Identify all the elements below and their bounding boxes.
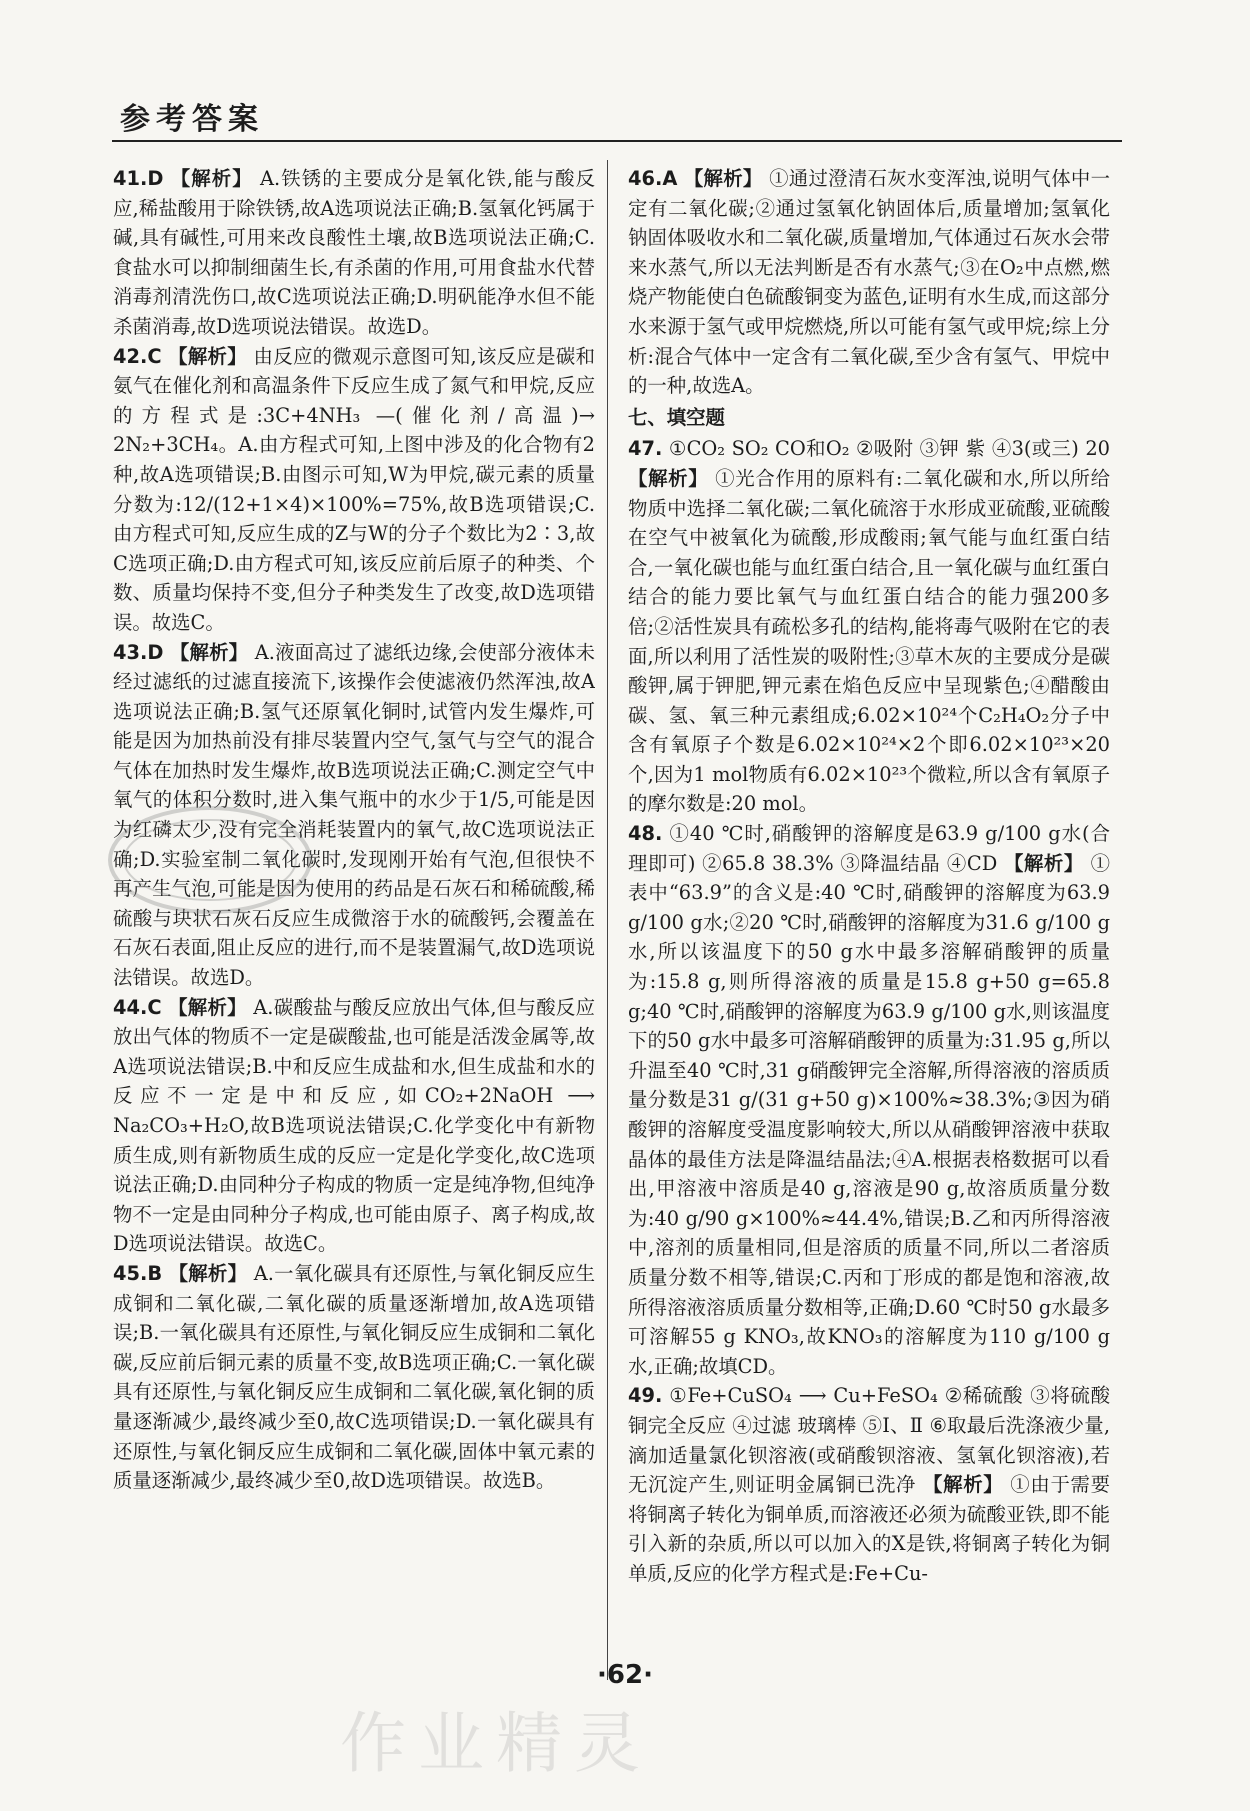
answer-text: ①40 ℃时,硝酸钾的溶解度是63.9 g/100 g水(合理即可) ②65.8 38.3% ③降温结晶 ④CD xyxy=(628,822,1110,875)
stamp-watermark-icon xyxy=(100,800,320,920)
analysis-tag: 【解析】 xyxy=(923,1473,1004,1497)
analysis-tag: 【解析】 xyxy=(1004,851,1084,875)
analysis-text: 由反应的微观示意图可知,该反应是碳和氨气在催化剂和高温条件下反应生成了氮气和甲烷,反应的方程式是:3C+4NH₃ —(催化剂/高温)→ 2N₂+3CH₄。A.由方程式可知,上图中涉及的化合物有2种,故A选项错误;B.由图示可知,W为甲烷,碳元素的质量分数为:12/(12+1×4)×100%=75%,故B选项错误;C.由方程式可知,反应生成的Z与W的分子个数比为2∶3,故C选项正确;D.由方程式可知,该反应前后原子的种类、个数、质量均保持不变,但分子种类发生了改变,故D选项错误。故选C。 xyxy=(113,344,595,634)
question-number: 49. xyxy=(628,1384,663,1408)
answer-49 xyxy=(628,1381,1110,1588)
question-number: 48. xyxy=(628,822,663,846)
question-number: 45.B xyxy=(113,1261,163,1285)
question-number: 46.A xyxy=(628,167,678,190)
page-title: 参考答案 xyxy=(120,102,264,137)
analysis-tag: 【解析】 xyxy=(628,466,709,490)
question-number: 42.C xyxy=(113,344,162,368)
analysis-tag: 【解析】 xyxy=(168,344,247,368)
analysis-text: ①通过澄清石灰水变浑浊,说明气体中一定有二氧化碳;②通过氢氧化钠固体后,质量增加;氢氧化钠固体吸收水和二氧化碳,质量增加,气体通过石灰水会带来水蒸气,所以无法判断是否有水蒸气;③在O₂中点燃,燃烧产物能使白色硫酸铜变为蓝色,证明有水生成,而这部分水来源于氢气或甲烷燃烧,所以可能有氢气或甲烷;综上分析:混合气体中一定含有二氧化碳,至少含有氢气、甲烷中的一种,故选A。 xyxy=(628,167,1110,398)
analysis-text: ①表中“63.9”的含义是:40 ℃时,硝酸钾的溶解度为63.9 g/100 g水;②20 ℃时,硝酸钾的溶解度为31.6 g/100 g水,所以该温度下的50 g水中最多溶解硝酸钾的质量为:15.8 g,则所得溶液的质量是15.8 g+50 g=65.8 g;40 ℃时,硝酸钾的溶解度为63.9 g/100 g水,则该温度下的50 g水中最多可溶解硝酸钾的质量为:31.95 g,所以升温至40 ℃时,31 g硝酸钾完全溶解,所得溶液的溶质质量分数是31 g/(31 g+50 g)×100%≈38.3%;③因为硝酸钾的溶解度受温度影响较大,所以从硝酸钾溶液中获取晶体的最佳方法是降温结晶法;④A.根据表格数据可以看出,甲溶液中溶质是40 g,溶液是90 g,故溶质质量分数为:40 g/90 g×100%≈44.4%,错误;B.乙和丙所得溶液中,溶剂的质量相同,但是溶质的质量不同,所以二者溶质质量分数不相等,错误;C.丙和丁形成的都是饱和溶液,故所得溶液溶质质量分数相等,正确;D.60 ℃时50 g水最多可溶解55 g KNO₃,故KNO₃的溶解度为110 g/100 g水,正确;故填CD。 xyxy=(628,851,1110,1378)
answer-48 xyxy=(628,819,1110,1381)
analysis-text: ①由于需要将铜离子转化为铜单质,而溶液还必须为硫酸亚铁,即不能引入新的杂质,所以可以加入的X是铁,将铜离子转化为铜单质,反应的化学方程式是:Fe+Cu- xyxy=(628,1473,1110,1585)
analysis-tag: 【解析】 xyxy=(683,167,763,190)
question-number: 44.C xyxy=(113,995,162,1019)
analysis-text: A.液面高过了滤纸边缘,会使部分液体未经过滤纸的过滤直接流下,该操作会使滤液仍然浑浊,故A选项说法正确;B.氢气还原氧化铜时,试管内发生爆炸,可能是因为加热前没有排尽装置内空气,氢气与空气的混合气体在加热时发生爆炸,故B选项说法正确;C.测定空气中氧气的体积分数时,进入集气瓶中的水少于1/5,可能是因为红磷太少,没有完全消耗装置内的氧气,故C选项说法正确;D.实验室制二氧化碳时,发现刚开始有气泡,但很快不再产生气泡,可能是因为使用的药品是石灰石和稀硫酸,稀硫酸与块状石灰石反应生成微溶于水的硫酸钙,会覆盖在石灰石表面,阻止反应的进行,而不是装置漏气,故D选项说法错误。故选D。 xyxy=(113,640,595,990)
analysis-text: ①光合作用的原料有:二氧化碳和水,所以所给物质中选择二氧化碳;二氧化硫溶于水形成亚硫酸,亚硫酸在空气中被氧化为硫酸,形成酸雨;氧气能与血红蛋白结合,一氧化碳也能与血红蛋白结合,且一氧化碳与血红蛋白结合的能力要比氧气与血红蛋白结合的能力强200多倍;②活性炭具有疏松多孔的结构,能将毒气吸附在它的表面,所以利用了活性炭的吸附性;③草木灰的主要成分是碳酸钾,属于钾肥,钾元素在焰色反应中呈现紫色;④醋酸由碳、氢、氧三种元素组成;6.02×10²⁴个C₂H₄O₂分子中含有氧原子个数是6.02×10²⁴×2个即6.02×10²³×20个,因为1 mol物质有6.02×10²³个微粒,所以含有氧原子的摩尔数是:20 mol。 xyxy=(628,466,1110,816)
page-number: ·62· xyxy=(597,1660,653,1690)
analysis-text: A.碳酸盐与酸反应放出气体,但与酸反应放出气体的物质不一定是碳酸盐,也可能是活泼金属等,故A选项说法错误;B.中和反应生成盐和水,但生成盐和水的反应不一定是中和反应,如CO₂+2NaOH ⟶ Na₂CO₃+H₂O,故B选项说法错误;C.化学变化中有新物质生成,则有新物质生成的反应一定是化学变化,故C选项说法正确;D.由同种分子构成的物质一定是纯净物,但纯净物不一定是由同种分子构成,也可能由原子、离子构成,故D选项说法错误。故选C。 xyxy=(113,995,595,1256)
right-column xyxy=(628,164,1110,1644)
answer-42 xyxy=(113,342,595,638)
answer-text: ①Fe+CuSO₄ ⟶ Cu+FeSO₄ ②稀硫酸 ③将硫酸铜完全反应 ④过滤 玻璃棒 ⑤Ⅰ、Ⅱ ⑥取最后洗涤液少量,滴加适量氯化钡溶液(或硝酸钡溶液、氢氧化钡溶液),若无沉淀产生,则证明金属铜已洗净 xyxy=(628,1384,1110,1497)
question-number: 41.D xyxy=(113,167,164,190)
answer-41 xyxy=(113,164,595,342)
analysis-text: A.一氧化碳具有还原性,与氧化铜反应生成铜和二氧化碳,二氧化碳的质量逐渐增加,故A选项错误;B.一氧化碳具有还原性,与氧化铜反应生成铜和二氧化碳,反应前后铜元素的质量不变,故B选项正确;C.一氧化碳具有还原性,与氧化铜反应生成铜和二氧化碳,氧化铜的质量逐渐减少,最终减少至0,故C选项错误;D.一氧化碳具有还原性,与氧化铜反应生成铜和二氧化碳,固体中氧元素的质量逐渐减少,最终减少至0,故D选项错误。故选B。 xyxy=(113,1261,595,1493)
watermark-text: 作业精灵 xyxy=(340,1705,652,1782)
answer-text: ①CO₂ SO₂ CO和O₂ ②吸附 ③钾 紫 ④3(或三) 20 xyxy=(668,437,1110,461)
page-header xyxy=(112,92,1122,142)
answer-47 xyxy=(628,434,1110,819)
analysis-text: A.铁锈的主要成分是氧化铁,能与酸反应,稀盐酸用于除铁锈,故A选项说法正确;B.氢氧化钙属于碱,具有碱性,可用来改良酸性土壤,故B选项说法正确;C.食盐水可以抑制细菌生长,有杀菌的作用,可用食盐水代替消毒剂清洗伤口,故C选项说法正确;D.明矾能净水但不能杀菌消毒,故D选项说法错误。故选D。 xyxy=(113,167,595,338)
answer-46 xyxy=(628,164,1110,401)
analysis-tag: 【解析】 xyxy=(170,167,253,190)
analysis-tag: 【解析】 xyxy=(168,995,247,1019)
question-number: 43.D xyxy=(113,640,164,664)
answer-44 xyxy=(113,993,595,1259)
answer-45 xyxy=(113,1259,595,1496)
question-number: 47. xyxy=(628,437,663,461)
column-divider xyxy=(607,160,608,1680)
analysis-tag: 【解析】 xyxy=(168,1261,248,1285)
section-heading: 七、填空题 xyxy=(628,405,725,429)
analysis-tag: 【解析】 xyxy=(169,640,249,664)
